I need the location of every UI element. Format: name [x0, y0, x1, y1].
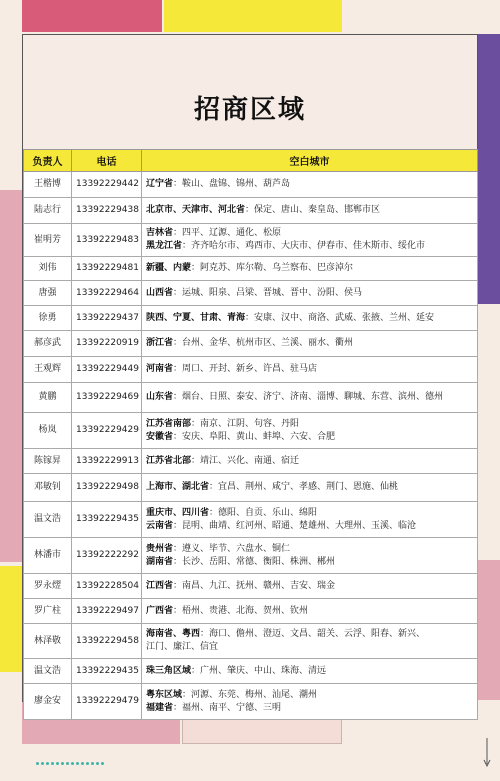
- table-row: [24, 574, 478, 599]
- phone-number: 13392229469: [72, 383, 142, 413]
- person-name: 刘伟: [24, 257, 72, 281]
- cities-text: ：齐齐哈尔市、鸡西市、大庆市、伊春市、佳木斯市、绥化市: [182, 241, 426, 251]
- region-label: 新疆、内蒙: [146, 263, 192, 273]
- table-row: [24, 624, 478, 659]
- cities-text: ：南京、江阴、句容、丹阳: [191, 418, 300, 429]
- cities-text: ：河源、东莞、梅州、汕尾、潮州: [182, 689, 318, 700]
- deco-rose-left: [0, 190, 22, 562]
- city-line: [146, 543, 473, 556]
- city-list: [142, 624, 478, 659]
- dots-decoration: [36, 762, 108, 770]
- person-name: 林潘市: [24, 538, 72, 574]
- city-line: [146, 204, 473, 217]
- table-row: [24, 306, 478, 331]
- city-list: [142, 659, 478, 684]
- region-label: 福建省: [146, 702, 174, 713]
- city-line: [146, 418, 473, 431]
- phone-number: 13392229437: [72, 306, 142, 331]
- cities-text: ：运城、阳泉、吕梁、晋城、晋中、汾阳、侯马: [173, 287, 363, 298]
- city-list: [142, 502, 478, 538]
- phone-number: 13392229435: [72, 502, 142, 538]
- cities-text: ：阿克苏、库尔勒、乌兰察布、巴彦淖尔: [191, 263, 354, 273]
- table-header-row: [24, 150, 478, 172]
- city-list: [142, 599, 478, 624]
- city-list: [142, 281, 478, 306]
- phone-number: 13392229429: [72, 413, 142, 449]
- city-line: [146, 507, 473, 520]
- cities-text: 江门、廉江、信宜: [146, 642, 219, 652]
- table-row: [24, 357, 478, 383]
- phone-number: 13392228504: [72, 574, 142, 599]
- person-name: 邓敏钊: [24, 474, 72, 502]
- phone-number: 13392229449: [72, 357, 142, 383]
- region-label: 海南省、粤西: [146, 629, 201, 639]
- city-list: [142, 383, 478, 413]
- table-row: [24, 449, 478, 474]
- deco-pink-top: [22, 0, 162, 32]
- region-label: 江苏省北部: [146, 455, 192, 466]
- cities-text: ：四平、辽源、通化、松原: [173, 228, 282, 238]
- person-name: 罗广柱: [24, 599, 72, 624]
- phone-number: 13392229483: [72, 224, 142, 257]
- phone-number: 13392229435: [72, 659, 142, 684]
- table-row: [24, 538, 478, 574]
- cities-text: ：海口、儋州、澄迈、文昌、韶关、云浮、阳春、新兴、: [200, 629, 426, 639]
- cities-text: ：德阳、自贡、乐山、绵阳: [209, 507, 318, 518]
- table-row: [24, 172, 478, 198]
- city-line: [146, 641, 473, 654]
- person-name: 廖金安: [24, 684, 72, 720]
- table-row: [24, 257, 478, 281]
- region-label: 陕西、宁夏、甘肃、青海: [146, 312, 246, 323]
- cities-text: ：烟台、日照、泰安、济宁、济南、淄博、聊城、东营、滨州、德州: [173, 392, 444, 402]
- city-line: [146, 580, 473, 593]
- cities-text: ：福州、南平、宁德、三明: [173, 702, 282, 713]
- region-label: 江西省: [146, 580, 174, 591]
- table-row: [24, 474, 478, 502]
- phone-number: 13392229442: [72, 172, 142, 198]
- table-row: [24, 281, 478, 306]
- cities-text: ：长沙、岳阳、常德、衡阳、株洲、郴州: [173, 556, 336, 567]
- phone-number: 13392229464: [72, 281, 142, 306]
- cities-text: ：鞍山、盘锦、锦州、葫芦岛: [173, 179, 291, 189]
- region-table: [23, 149, 478, 720]
- city-line: [146, 481, 473, 494]
- city-line: [146, 312, 473, 325]
- table-row: [24, 413, 478, 449]
- city-list: [142, 172, 478, 198]
- region-label: 黑龙江省: [146, 241, 183, 251]
- city-line: [146, 240, 473, 253]
- phone-number: 13392222292: [72, 538, 142, 574]
- region-label: 广西省: [146, 605, 174, 616]
- city-line: [146, 178, 473, 191]
- city-list: [142, 574, 478, 599]
- city-line: [146, 227, 473, 240]
- city-list: [142, 306, 478, 331]
- table-row: [24, 331, 478, 357]
- city-list: [142, 684, 478, 720]
- region-label: 河南省: [146, 364, 174, 374]
- cities-text: ：安庆、阜阳、黄山、蚌埠、六安、合肥: [173, 431, 336, 442]
- person-name: 徐勇: [24, 306, 72, 331]
- phone-number: 13392229498: [72, 474, 142, 502]
- person-name: 温文浩: [24, 502, 72, 538]
- city-line: [146, 262, 473, 275]
- region-label: 北京市、天津市、河北省: [146, 205, 246, 215]
- city-list: [142, 331, 478, 357]
- city-line: [146, 702, 473, 715]
- city-list: [142, 224, 478, 257]
- cities-text: ：台州、金华、杭州市区、兰溪、丽水、衢州: [173, 338, 354, 348]
- person-name: 郝彦武: [24, 331, 72, 357]
- region-label: 吉林省: [146, 228, 174, 238]
- cities-text: ：遵义、毕节、六盘水、铜仁: [173, 543, 291, 554]
- city-list: [142, 357, 478, 383]
- cities-text: ：安康、汉中、商洛、武威、张掖、兰州、延安: [245, 312, 435, 323]
- deco-rose-right: [476, 560, 500, 700]
- city-line: [146, 689, 473, 702]
- region-label: 重庆市、四川省: [146, 507, 210, 518]
- city-line: [146, 287, 473, 300]
- city-list: [142, 413, 478, 449]
- person-name: 林泽敬: [24, 624, 72, 659]
- content-card: [22, 34, 478, 713]
- person-name: 黄鹏: [24, 383, 72, 413]
- city-line: [146, 455, 473, 468]
- table-row: [24, 502, 478, 538]
- city-line: [146, 556, 473, 569]
- city-line: [146, 520, 473, 533]
- city-list: [142, 198, 478, 224]
- table-row: [24, 684, 478, 720]
- deco-purple-right: [476, 34, 500, 304]
- table-row: [24, 198, 478, 224]
- person-name: 王楷博: [24, 172, 72, 198]
- city-list: [142, 538, 478, 574]
- city-line: [146, 665, 473, 678]
- person-name: 崔明芳: [24, 224, 72, 257]
- region-label: 浙江省: [146, 338, 174, 348]
- person-name: 王观辉: [24, 357, 72, 383]
- deco-yellow-top: [164, 0, 342, 32]
- cities-text: ：周口、开封、新乡、许昌、驻马店: [173, 364, 318, 374]
- city-line: [146, 605, 473, 618]
- table-row: [24, 599, 478, 624]
- phone-number: 13392229438: [72, 198, 142, 224]
- deco-yellow-left: [0, 566, 22, 672]
- table-row: [24, 383, 478, 413]
- region-label: 贵州省: [146, 543, 174, 554]
- phone-number: 13392229479: [72, 684, 142, 720]
- table-body: [24, 172, 478, 720]
- cities-text: ：靖江、兴化、南通、宿迁: [191, 455, 300, 466]
- person-name: 陈镓昇: [24, 449, 72, 474]
- city-line: [146, 628, 473, 641]
- phone-number: 13392229458: [72, 624, 142, 659]
- city-line: [146, 363, 473, 376]
- region-label: 珠三角区域: [146, 665, 192, 676]
- header-name: 负责人: [24, 150, 72, 172]
- city-list: [142, 257, 478, 281]
- region-label: 山西省: [146, 287, 174, 298]
- cities-text: ：保定、唐山、秦皇岛、邯郸市区: [245, 205, 381, 215]
- cities-text: ：梧州、贵港、北海、贺州、钦州: [173, 605, 309, 616]
- region-label: 山东省: [146, 392, 174, 402]
- region-label: 上海市、湖北省: [146, 482, 210, 492]
- phone-number: 13392220919: [72, 331, 142, 357]
- cities-text: ：南昌、九江、抚州、赣州、吉安、瑞金: [173, 580, 336, 591]
- city-list: [142, 474, 478, 502]
- cities-text: ：昆明、曲靖、红河州、昭通、楚雄州、大理州、玉溪、临沧: [173, 520, 417, 531]
- person-name: 杨岚: [24, 413, 72, 449]
- city-line: [146, 337, 473, 350]
- cities-text: ：广州、肇庆、中山、珠海、清远: [191, 665, 327, 676]
- region-label: 粤东区域: [146, 689, 183, 700]
- region-label: 辽宁省: [146, 179, 174, 189]
- city-line: [146, 391, 473, 404]
- table-row: [24, 224, 478, 257]
- phone-number: 13392229481: [72, 257, 142, 281]
- region-label: 江苏省南部: [146, 418, 192, 429]
- cities-text: ：宜昌、荆州、咸宁、孝感、荆门、恩施、仙桃: [209, 482, 399, 492]
- region-label: 安徽省: [146, 431, 174, 442]
- arrow-down-icon: [482, 738, 492, 768]
- header-cities: 空白城市: [142, 150, 478, 172]
- person-name: 唐强: [24, 281, 72, 306]
- region-label: 云南省: [146, 520, 174, 531]
- person-name: 罗永熤: [24, 574, 72, 599]
- phone-number: 13392229497: [72, 599, 142, 624]
- header-phone: 电话: [72, 150, 142, 172]
- page-title: 招商区域: [193, 95, 306, 125]
- person-name: 温文浩: [24, 659, 72, 684]
- phone-number: 13392229913: [72, 449, 142, 474]
- person-name: 陆志行: [24, 198, 72, 224]
- table-row: [24, 659, 478, 684]
- city-list: [142, 449, 478, 474]
- city-line: [146, 431, 473, 444]
- region-label: 湖南省: [146, 556, 174, 567]
